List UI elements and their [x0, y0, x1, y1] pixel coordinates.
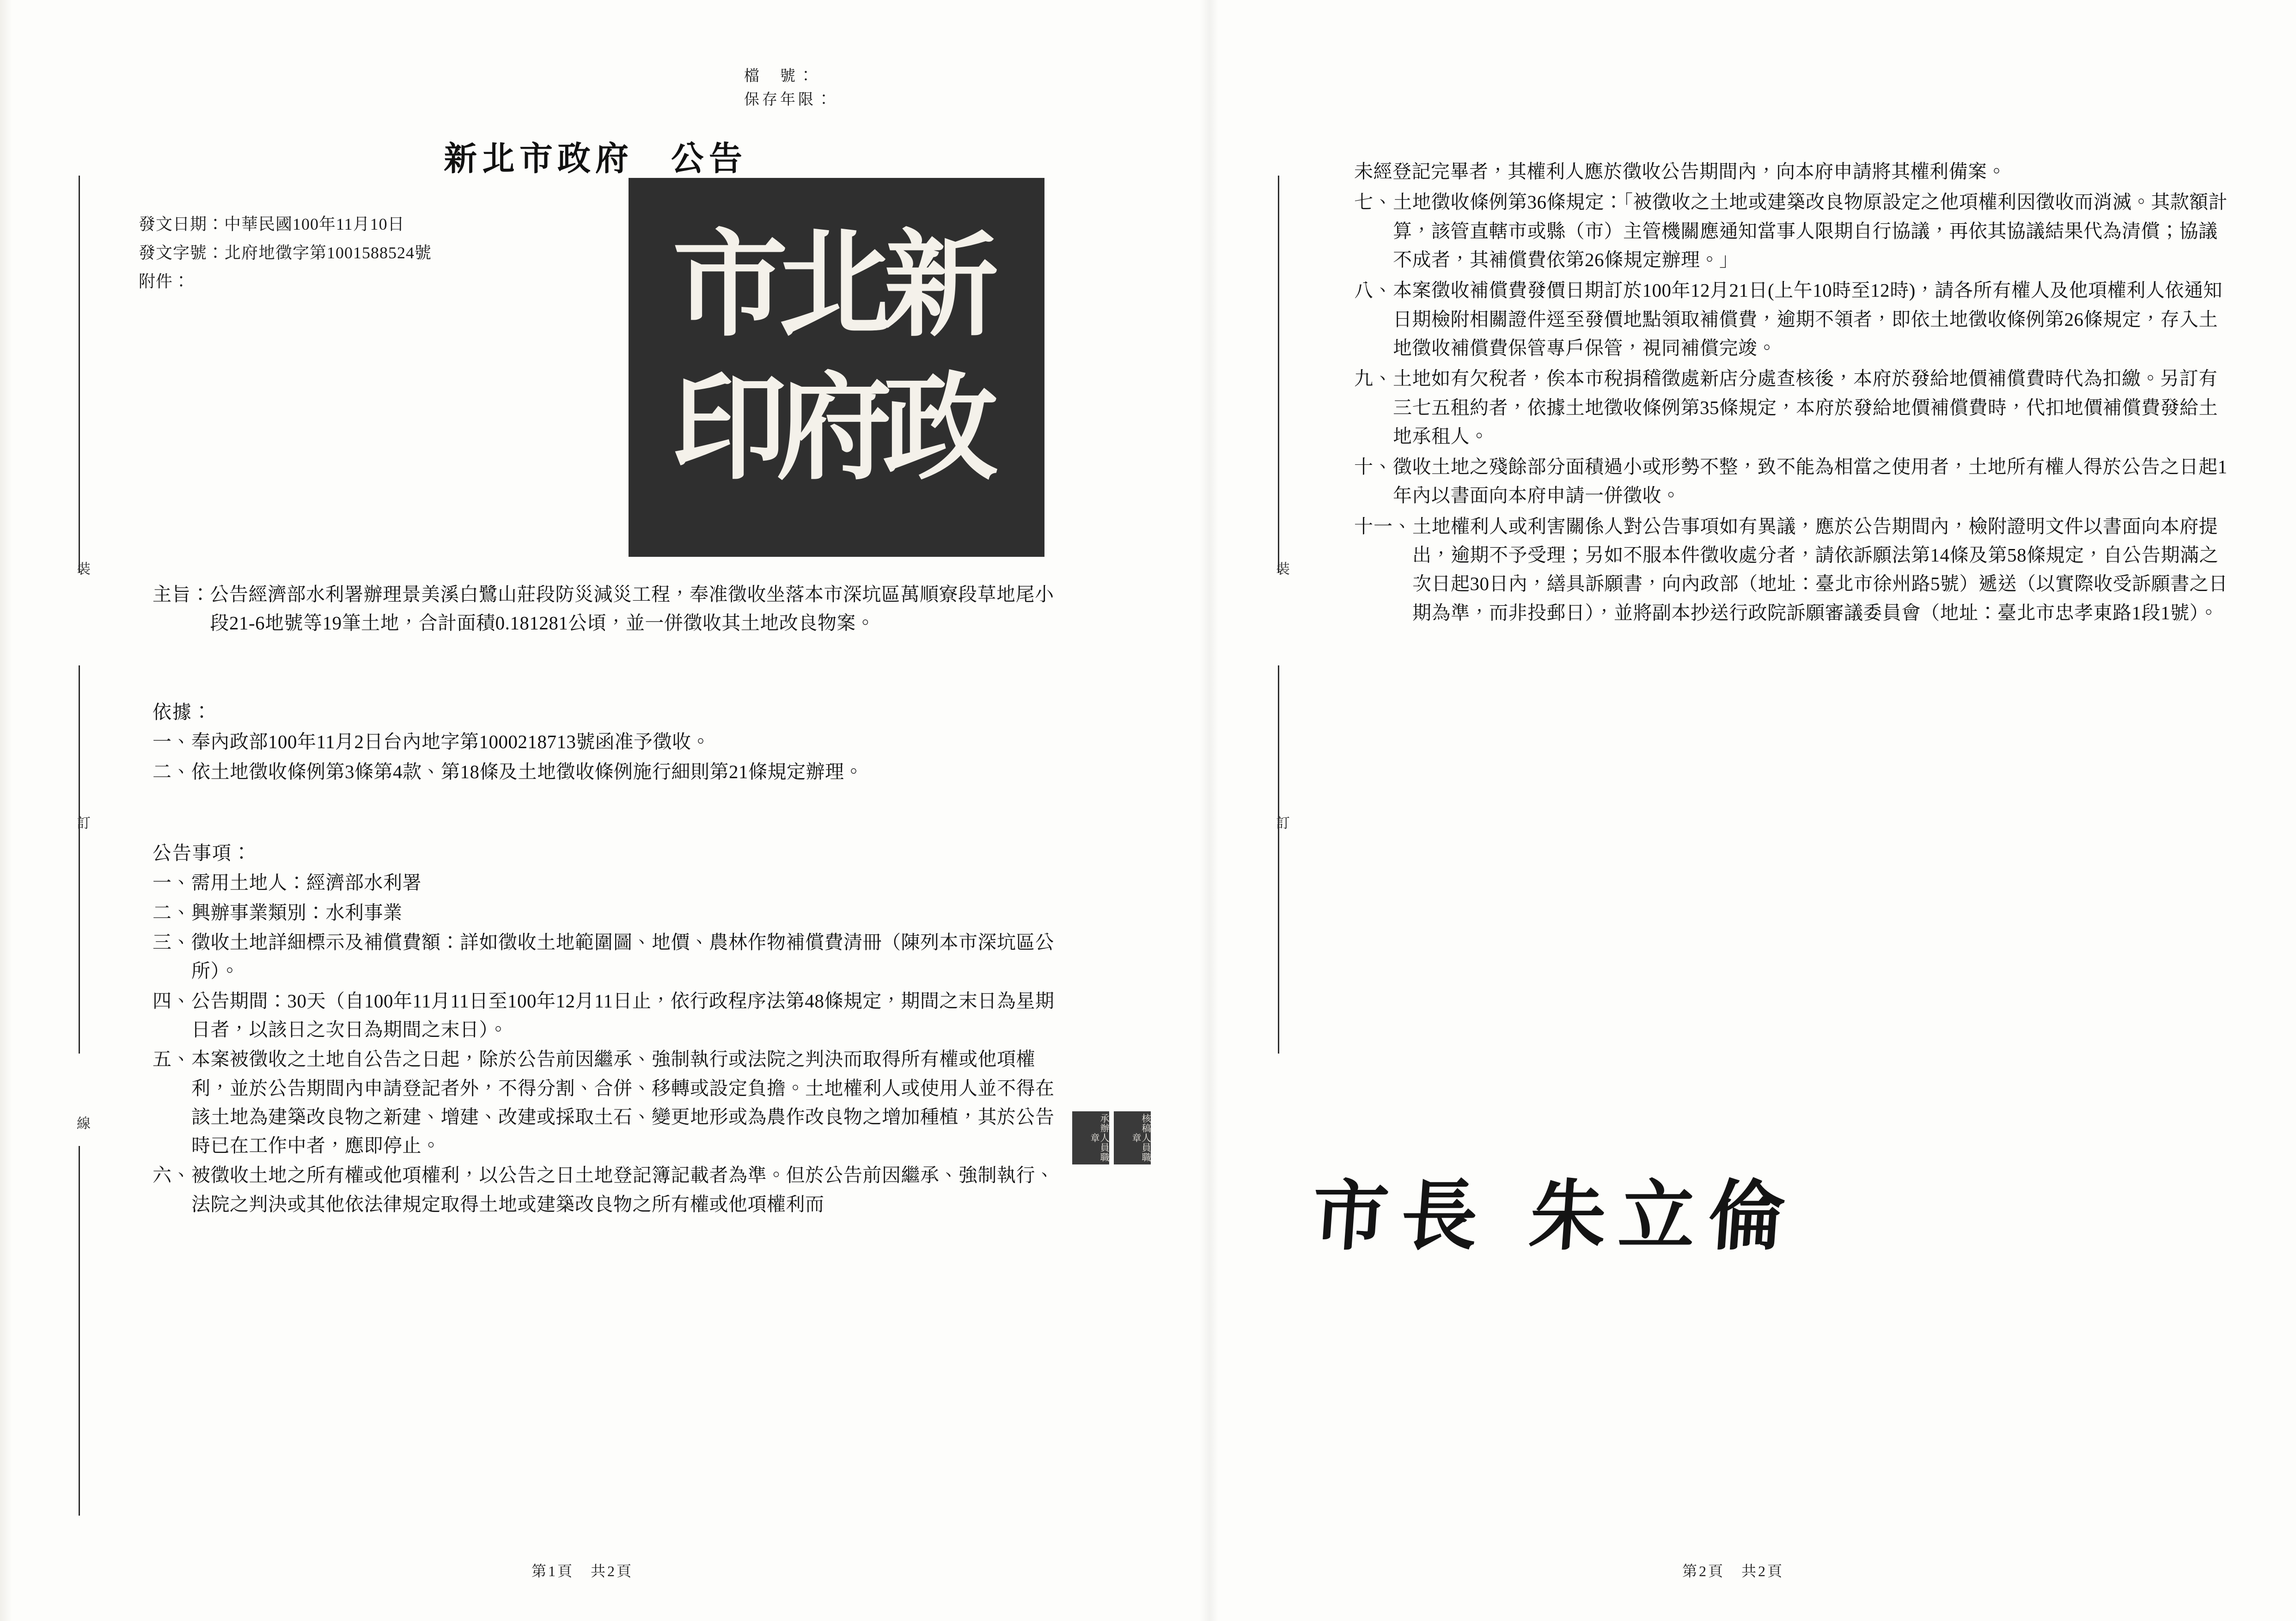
basis-item-1-text: 奉內政部100年11月2日台內地字第1000218713號函准予徵收。: [191, 731, 710, 753]
announcement-item-4-text: 公告期間：30天（自100年11月11日至100年12月11日止，依行政程序法第48條規定，期間之末日為星期日者，以該日之次日為期間之末日）。: [191, 990, 1055, 1040]
subject-text: 公告經濟部水利署辦理景美溪白鷺山莊段防災減災工程，奉准徵收坐落本市深坑區萬順寮段草地尾小段21-6地號等19筆土地，合計面積0.181281公頃，並一併徵收其土地改良物案。: [210, 584, 1054, 634]
basis-item-2-number: 二、: [153, 761, 191, 782]
announcement-item-7-text: 土地徵收條例第36條規定：「被徵收之土地或建築改良物原設定之他項權利因徵收而消滅。其款額計算，該管直轄市或縣（市）主管機關應通知當事人限期自行協議，再依其協議結果代為清償；協議不成者，其補償費依第26條規定辦理。」: [1393, 191, 2228, 270]
announcement-item-5-number: 五、: [153, 1048, 191, 1070]
binding-rule-middle-2: [1278, 665, 1279, 1054]
announcement-item-11-number: 十一、: [1354, 515, 1412, 537]
announcement-item-4-number: 四、: [153, 990, 191, 1012]
announcement-item-6-number: 六、: [153, 1164, 191, 1186]
basis-item-1: [153, 727, 1058, 756]
retention-period-label: 保存年限：: [744, 91, 834, 109]
issue-date: 發文日期：中華民國100年11月10日: [139, 215, 405, 233]
announcement-item-6-text: 被徵收土地之所有權或他項權利，以公告之日土地登記簿記載者為準。但於公告前因繼承、強制執行、法院之判決或其他依法律規定取得土地或建築改良物之所有權或他項權利而: [191, 1164, 1055, 1215]
announcement-item-9-text: 土地如有欠稅者，俟本市稅捐稽徵處新店分處查核後，本府於發給地價補償費時代為扣繳。另訂有三七五租約者，依據土地徵收條例第35條規定，本府於發給地價補償費時，代扣地價補償費發給土地承租人。: [1393, 368, 2218, 447]
announcement-item-9: [1354, 364, 2232, 451]
announcement-item-3: [153, 928, 1068, 986]
announcement-item-6: [153, 1161, 1068, 1219]
announcement-item-9-number: 九、: [1354, 368, 1393, 390]
subject-label: 主旨：: [153, 584, 210, 605]
announcement-item-8-text: 本案徵收補償費發價日期訂於100年12月21日(上午10時至12時)，請各所有權人及他項權利人依通知日期檢附相關證件逕至發價地點領取補償費，逾期不領者，即依土地徵收條例第26條規定，存入土地徵收補償費保管專戶保管，視同補償完竣。: [1393, 280, 2223, 359]
seal-char-1: 新: [883, 222, 998, 350]
announcement-label: 公告事項：: [153, 842, 252, 864]
binding-mark-zhuang-2: 裝: [1274, 561, 1289, 576]
announcement-item-1-number: 一、: [153, 872, 191, 894]
document-meta: [139, 210, 432, 296]
binding-mark-zhuang: 裝: [74, 561, 90, 576]
subject-section: [153, 580, 1058, 638]
seal-char-5: 府: [776, 366, 892, 494]
page-footer-1: 第1頁 共2頁: [531, 1563, 634, 1579]
announcement-section: [153, 839, 1068, 1219]
announcement-item-8: [1354, 276, 2232, 362]
seal-char-2: 北: [776, 222, 892, 350]
archive-header: [744, 65, 834, 112]
document-number: 發文字號：北府地徵字第1001588524號: [139, 243, 432, 262]
announcement-item-6-continued-text: 未經登記完畢者，其權利人應於徵收公告期間內，向本府申請將其權利備案。: [1354, 161, 2006, 182]
binding-rule-middle: [79, 665, 80, 1054]
seal-char-4: 政: [883, 366, 998, 494]
basis-section: [153, 698, 1058, 786]
announcement-item-11-text: 土地權利人或利害關係人對公告事項如有異議，應於公告期間內，檢附證明文件以書面向本府提出，逾期不予受理；另如不服本件徵收處分者，請依訴願法第14條及第58條規定，自公告期滿之次日起30日內，繕具訴願書，向內政部（地址：臺北市徐州路5號）遞送（以實際收受訴願書之日期為準，而非投郵日），並將副本抄送行政院訴願審議委員會（地址：臺北市忠孝東路1段1號）。: [1412, 515, 2228, 623]
announcement-item-2: [153, 898, 1068, 927]
announcement-item-10: [1354, 452, 2232, 510]
binding-rule-top: [79, 176, 80, 573]
announcement-item-3-text: 徵收土地詳細標示及補償費額：詳如徵收土地範圍圖、地價、農林作物補償費清冊（陳列本市深坑區公所）。: [191, 931, 1055, 982]
announcement-item-5-text: 本案被徵收之土地自公告之日起，除於公告前因繼承、強制執行或法院之判決而取得所有權或他項權利，並於公告期間內申請登記者外，不得分割、合併、移轉或設定負擔。土地權利人或使用人並不得在該土地為建築改良物之新建、增建、改建或採取土石、變更地形或為農作改良物之增加種植，其於公告時已在工作中者，應即停止。: [191, 1048, 1055, 1157]
basis-label: 依據：: [153, 701, 212, 723]
announcement-item-4: [153, 987, 1068, 1044]
reviewer-stamp-icon: 核稿人員職章: [1114, 1111, 1151, 1164]
announcement-item-2-number: 二、: [153, 902, 191, 923]
announcement-item-6-continued: [1354, 157, 2232, 186]
archive-number-label: 檔 號：: [744, 68, 816, 85]
announcement-item-7-number: 七、: [1354, 191, 1393, 213]
official-seal-icon: [629, 178, 1044, 557]
seal-char-6: 印: [672, 366, 788, 494]
announcement-item-7: [1354, 188, 2232, 274]
binding-mark-xian: 線: [74, 1116, 90, 1131]
binding-rule-top-2: [1278, 176, 1279, 573]
officer-stamp-icon: 承辦人員職章: [1072, 1111, 1109, 1164]
announcement-item-1: [153, 868, 1068, 897]
announcement-item-3-number: 三、: [153, 931, 191, 953]
announcement-item-10-number: 十、: [1354, 456, 1393, 478]
basis-item-2: [153, 757, 1058, 786]
announcement-item-8-number: 八、: [1354, 280, 1393, 301]
binding-rule-bottom: [79, 1146, 80, 1516]
attachment-label: 附件：: [139, 272, 190, 291]
announcement-item-2-text: 興辦事業類別：水利事業: [191, 902, 403, 923]
announcement-item-11: [1354, 512, 2232, 627]
mayor-signature: 市長 朱立倫: [1309, 1171, 1801, 1261]
announcement-item-1-text: 需用土地人：經濟部水利署: [191, 872, 421, 894]
announcement-item-5: [153, 1045, 1068, 1160]
seal-char-3: 市: [672, 222, 788, 350]
announcement-continued: [1354, 157, 2232, 629]
page-footer-2: 第2頁 共2頁: [1682, 1563, 1784, 1579]
announcement-item-10-text: 徵收土地之殘餘部分面積過小或形勢不整，致不能為相當之使用者，土地所有權人得於公告之日起1年內以書面向本府申請一併徵收。: [1393, 456, 2228, 506]
page-title: 新北市政府 公告: [444, 140, 747, 177]
binding-mark-ding: 訂: [74, 816, 90, 830]
binding-mark-ding-2: 訂: [1274, 816, 1289, 830]
basis-item-2-text: 依土地徵收條例第3條第4款、第18條及土地徵收條例施行細則第21條規定辦理。: [191, 761, 863, 782]
basis-item-1-number: 一、: [153, 731, 191, 753]
